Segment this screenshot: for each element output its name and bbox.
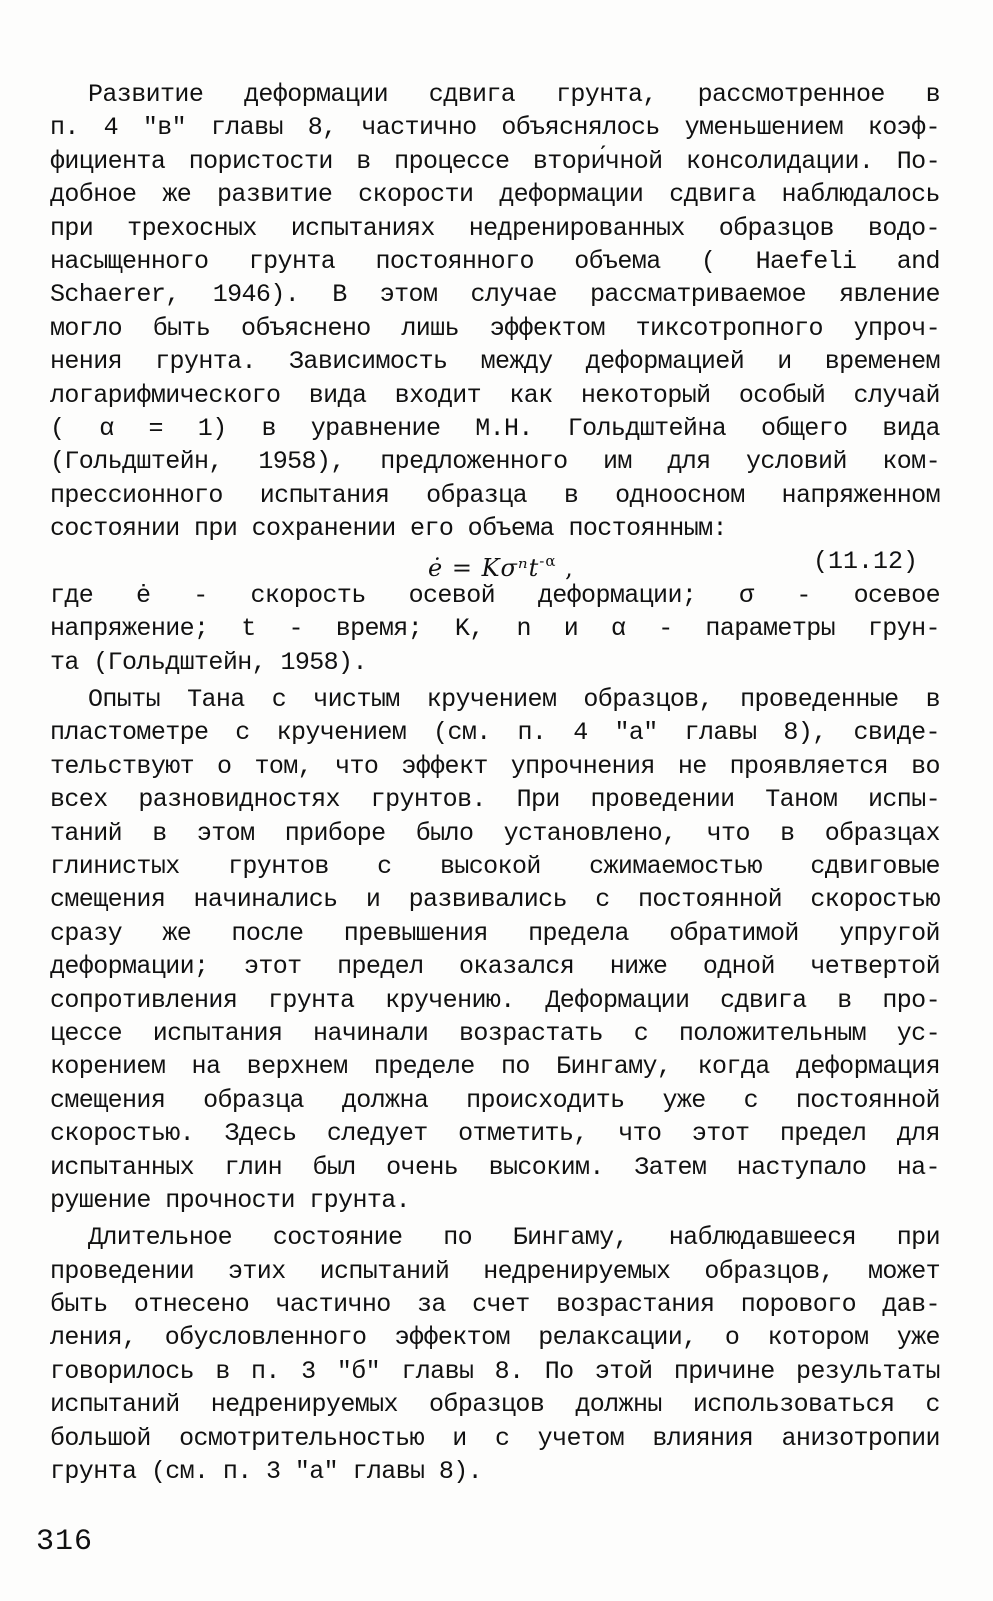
text-line: фициента пористости в процессе втори́чной консолидации. По- (50, 146, 940, 176)
text-line: нения грунта. Зависимость между деформацией и временем (50, 347, 940, 377)
formula-row (50, 545, 940, 583)
text-line: пластометре с кручением (см. п. 4 ″а″ главы 8), свиде- (50, 718, 940, 748)
text-line: насыщенного грунта постоянного объема ( Haefeli and (50, 246, 940, 276)
text-line: испытанных глин был очень высоким. Затем наступало на- (50, 1152, 940, 1182)
text-line: большой осмотрительностью и с учетом влияния анизотропии (50, 1423, 940, 1453)
text-line: где ė - скорость осевой деформации; σ - осевое (50, 580, 940, 610)
text-line: Опыты Тана с чистым кручением образцов, проведенные в (88, 685, 940, 715)
text-line: логарифмического вида входит как некоторый особый случай (50, 380, 940, 410)
text-line: Развитие деформации сдвига грунта, рассмотренное в (88, 80, 940, 109)
text-line: прессионного испытания образца в одноосном напряженном (50, 480, 940, 510)
formula-explanation (50, 579, 940, 679)
text-line: при трехосных испытаниях недренированных образцов водо- (50, 213, 940, 243)
text-line: глинистых грунтов с высокой сжимаемостью сдвиговые (50, 851, 940, 881)
page-text-block (50, 78, 940, 1488)
text-line: говорилось в п. 3 ″б″ главы 8. По этой причине результаты (50, 1356, 940, 1386)
text-line: рушение прочности грунта. (50, 1185, 411, 1215)
text-line: могло быть объяснено лишь эффектом тиксотропного упроч- (50, 313, 940, 343)
text-line: тельствуют о том, что эффект упрочнения не проявляется во (50, 751, 940, 781)
text-line: быть отнесено частично за счет возрастания порового дав- (50, 1290, 940, 1320)
text-line: п. 4 ″в″ главы 8, частично объяснялось уменьшением коэф- (50, 113, 940, 143)
text-line: сопротивления грунта кручению. Деформации сдвига в про- (50, 985, 940, 1015)
text-line: состоянии при сохранении его объема постоянным: (50, 514, 727, 544)
text-line: испытаний недренируемых образцов должны использоваться с (50, 1390, 940, 1420)
formula-11-12: ė = Kσⁿt$^{-\alpha}$ , (428, 552, 574, 583)
text-line: Длительное состояние по Бингаму, наблюдавшееся при (88, 1223, 940, 1253)
equation-number: (11.12) (812, 547, 918, 577)
page-number: 316 (36, 1525, 94, 1559)
text-line: сразу же после превышения предела обратимой упругой (50, 918, 940, 948)
text-line: та (Гольдштейн, 1958). (50, 647, 367, 677)
text-line: корением на верхнем пределе по Бингаму, когда деформация (50, 1052, 940, 1082)
text-line: добное же развитие скорости деформации сдвига наблюдалось (50, 180, 940, 210)
text-line: деформации; этот предел оказался ниже одной четвертой (50, 952, 940, 982)
text-line: напряжение; t - время; K, n и α - параметры грун- (50, 614, 940, 644)
text-line: ( α = 1) в уравнение М.Н. Гольдштейна общего вида (50, 413, 940, 443)
paragraph-3 (50, 1221, 940, 1488)
text-line: грунта (см. п. 3 ″а″ главы 8). (50, 1457, 483, 1487)
text-line: смещения начинались и развивались с постоянной скоростью (50, 885, 940, 915)
text-line: скоростью. Здесь следует отметить, что этот предел для (50, 1119, 940, 1149)
paragraph-1 (50, 78, 940, 545)
text-line: Schaerer, 1946). В этом случае рассматриваемое явление (50, 280, 940, 310)
paragraph-2 (50, 683, 940, 1217)
text-line: цессе испытания начинали возрастать с положительным ус- (50, 1018, 940, 1048)
text-line: (Гольдштейн, 1958), предложенного им для условий ком- (50, 447, 940, 477)
text-line: таний в этом приборе было установлено, что в образцах (50, 818, 940, 848)
text-line: смещения образца должна происходить уже с постоянной (50, 1085, 940, 1115)
text-line: всех разновидностях грунтов. При проведении Таном испы- (50, 785, 940, 815)
text-line: проведении этих испытаний недренируемых образцов, может (50, 1256, 940, 1286)
text-line: ления, обусловленного эффектом релаксации, о котором уже (50, 1323, 940, 1353)
